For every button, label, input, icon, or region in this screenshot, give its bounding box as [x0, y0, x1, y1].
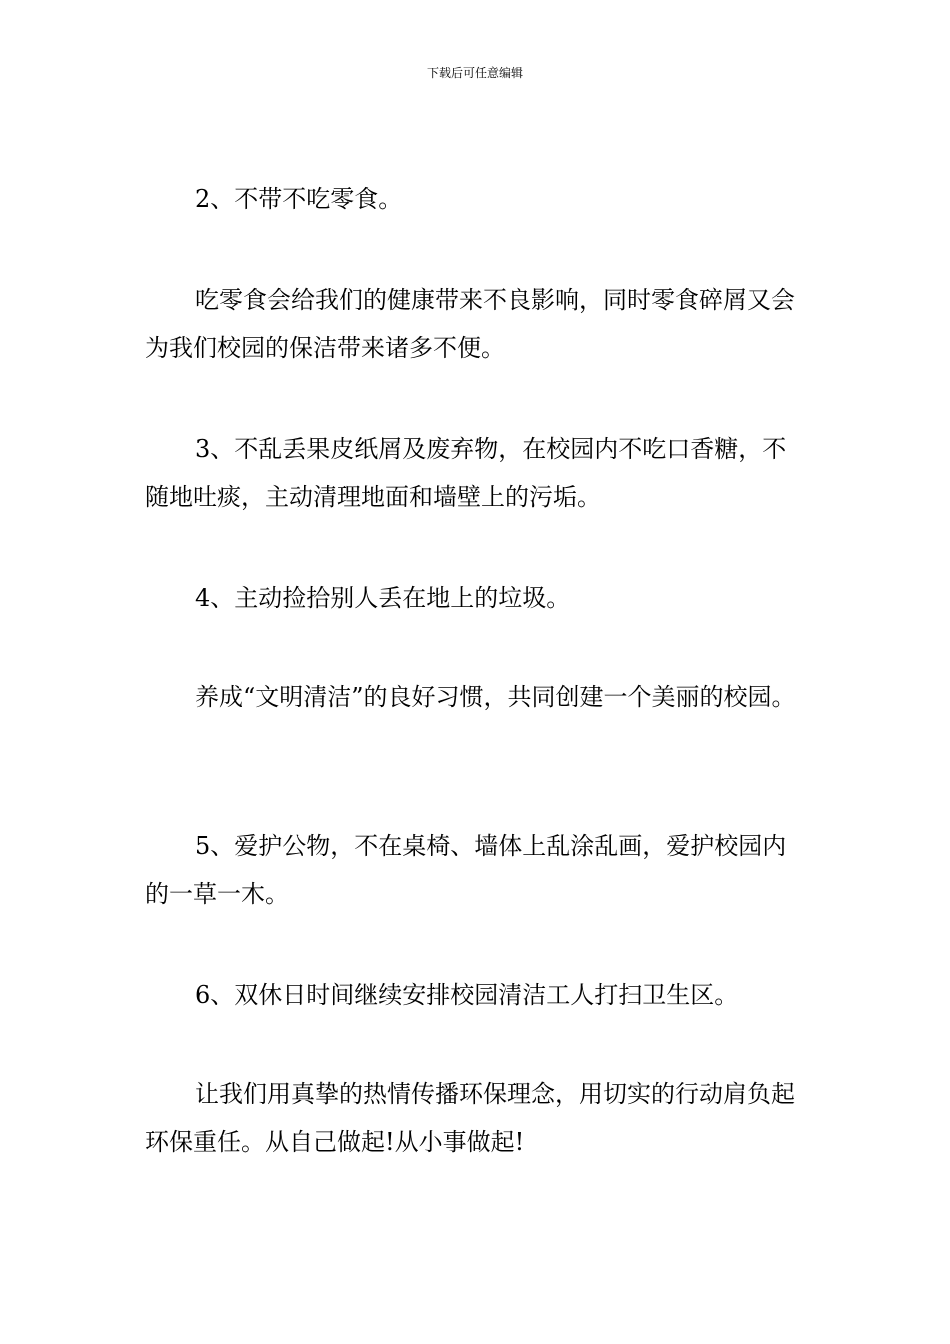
- paragraph-item-5: 5、爱护公物，不在桌椅、墙体上乱涂乱画，爱护校园内的一草一木。: [145, 832, 787, 908]
- paragraph-item-6: 6、双休日时间继续安排校园清洁工人打扫卫生区。: [195, 981, 739, 1009]
- paragraph-closing: 让我们用真挚的热情传播环保理念，用切实的行动肩负起环保重任。从自己做起!从小事做起!: [145, 1080, 795, 1156]
- paragraph-snacks-explanation: 吃零食会给我们的健康带来不良影响，同时零食碎屑又会为我们校园的保洁带来诸多不便。: [145, 286, 795, 362]
- paragraph-item-3: 3、不乱丢果皮纸屑及废弃物，在校园内不吃口香糖，不随地吐痰，主动清理地面和墙壁上的污垢。: [145, 435, 787, 511]
- paragraph-item-2: 2、不带不吃零食。: [195, 185, 403, 213]
- header-note: 下载后可任意编辑: [426, 66, 523, 80]
- paragraph-habit: 养成“文明清洁”的良好习惯，共同创建一个美丽的校园。: [195, 683, 796, 711]
- paragraph-item-4: 4、主动捡拾别人丢在地上的垃圾。: [195, 584, 571, 612]
